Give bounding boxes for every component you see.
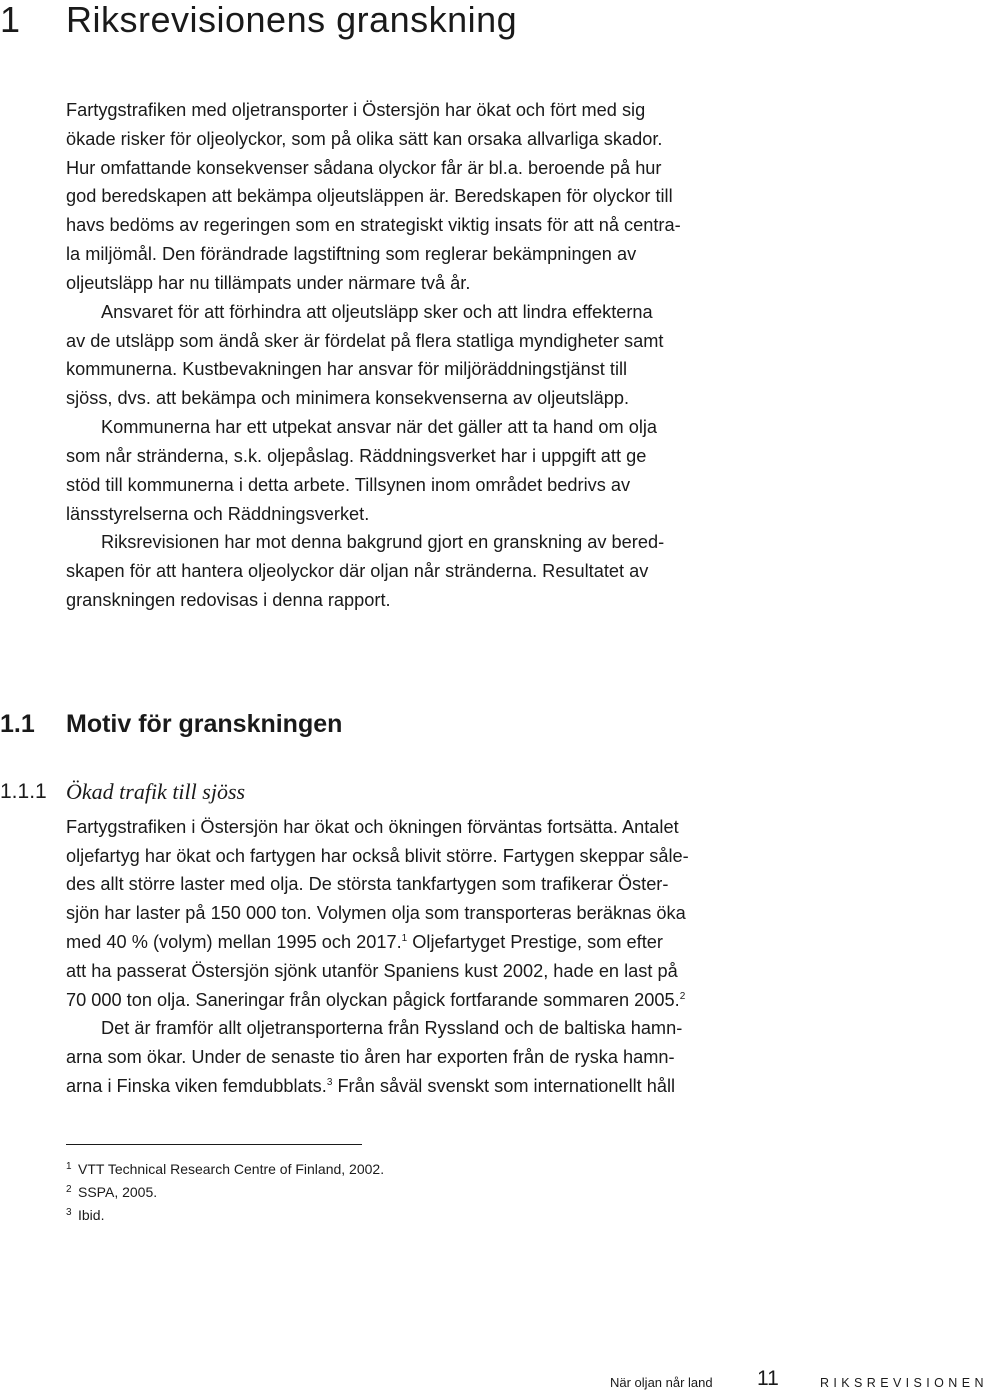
subsection-number: 1.1.1 (0, 780, 47, 803)
intro-line: granskningen redovisas i denna rapport. (66, 590, 391, 610)
body-line: des allt större laster med olja. De största tankfartygen som trafikerar Öster- (66, 874, 669, 894)
footnote-text: VTT Technical Research Centre of Finland, 2002. (78, 1161, 385, 1177)
footnote-ref[interactable]: 3 (326, 1077, 333, 1088)
intro-line: Ansvaret för att förhindra att oljeutsläpp sker och att lindra effekterna (101, 302, 653, 322)
body-text: arna i Finska viken femdubblats. (66, 1076, 327, 1096)
intro-line: havs bedöms av regeringen som en strategiskt viktig insats för att nå centra- (66, 215, 681, 235)
body-line (66, 931, 663, 953)
intro-line: Hur omfattande konsekvenser sådana olyckor får är bl.a. beroende på hur (66, 158, 662, 178)
chapter-title: Riksrevisionens granskning (66, 0, 518, 40)
body-line (66, 989, 685, 1011)
body-text: Från såväl svenskt som internationellt håll (332, 1076, 676, 1096)
intro-line: Fartygstrafiken med oljetransporter i Östersjön har ökat och fört med sig (66, 100, 646, 120)
footnote: 1 VTT Technical Research Centre of Finland, 2002. (66, 1161, 385, 1177)
intro-line: ökade risker för oljeolyckor, som på olika sätt kan orsaka allvarliga skador. (66, 129, 663, 149)
footer-brand-logo: RIKSREVISIONEN (820, 1376, 988, 1390)
body-text: Oljefartyget Prestige, som efter (407, 932, 663, 952)
footnote-ref[interactable]: 2 (679, 991, 686, 1002)
body-text: med 40 % (volym) mellan 1995 och 2017. (66, 932, 402, 952)
footnote-divider (66, 1144, 362, 1145)
intro-line: av de utsläpp som ändå sker är fördelat på flera statliga myndigheter samt (66, 331, 664, 351)
intro-line: Kommunerna har ett utpekat ansvar när det gäller att ta hand om olja (101, 417, 658, 437)
body-line: arna som ökar. Under de senaste tio åren har exporten från de ryska hamn- (66, 1047, 675, 1067)
intro-line: la miljömål. Den förändrade lagstiftning som reglerar bekämpningen av (66, 244, 637, 264)
footnote: 2 SSPA, 2005. (66, 1184, 158, 1200)
intro-line: god beredskapen att bekämpa oljeutsläppen är. Beredskapen för olyckor till (66, 186, 673, 206)
body-line: Det är framför allt oljetransporterna från Ryssland och de baltiska hamn- (101, 1018, 683, 1038)
footnote: 3 Ibid. (66, 1207, 105, 1223)
body-line: sjön har laster på 150 000 ton. Volymen olja som transporteras beräknas öka (66, 903, 686, 923)
intro-line: skapen för att hantera oljeolyckor där oljan når stränderna. Resultatet av (66, 561, 649, 581)
intro-line: stöd till kommunerna i detta arbete. Tillsynen inom området bedrivs av (66, 475, 631, 495)
footer-report-title: När oljan når land (610, 1375, 713, 1390)
subsection-title: Ökad trafik till sjöss (66, 779, 246, 804)
footnote-ref[interactable]: 1 (401, 933, 408, 944)
intro-line: oljeutsläpp har nu tillämpats under närmare två år. (66, 273, 471, 293)
intro-line: Riksrevisionen har mot denna bakgrund gjort en granskning av bered- (101, 532, 665, 552)
intro-line: länsstyrelserna och Räddningsverket. (66, 504, 370, 524)
body-text: 70 000 ton olja. Saneringar från olyckan pågick fortfarande sommaren 2005. (66, 990, 680, 1010)
body-line: att ha passerat Östersjön sjönk utanför Spaniens kust 2002, hade en last på (66, 961, 678, 981)
page-number: 11 (757, 1367, 779, 1390)
body-line (66, 1075, 675, 1097)
footnote-text: Ibid. (78, 1207, 105, 1223)
chapter-number: 1 (0, 0, 21, 40)
intro-line: sjöss, dvs. att bekämpa och minimera konsekvenserna av oljeutsläpp. (66, 388, 630, 408)
footnote-text: SSPA, 2005. (78, 1184, 158, 1200)
body-line: oljefartyg har ökat och fartygen har också blivit större. Fartygen skeppar såle- (66, 846, 689, 866)
intro-line: som når stränderna, s.k. oljepåslag. Räddningsverket har i uppgift att ge (66, 446, 647, 466)
intro-line: kommunerna. Kustbevakningen har ansvar för miljöräddningstjänst till (66, 359, 628, 379)
section-title: Motiv för granskningen (66, 710, 343, 738)
body-line: Fartygstrafiken i Östersjön har ökat och ökningen förväntas fortsätta. Antalet (66, 817, 679, 837)
section-number: 1.1 (0, 710, 35, 738)
